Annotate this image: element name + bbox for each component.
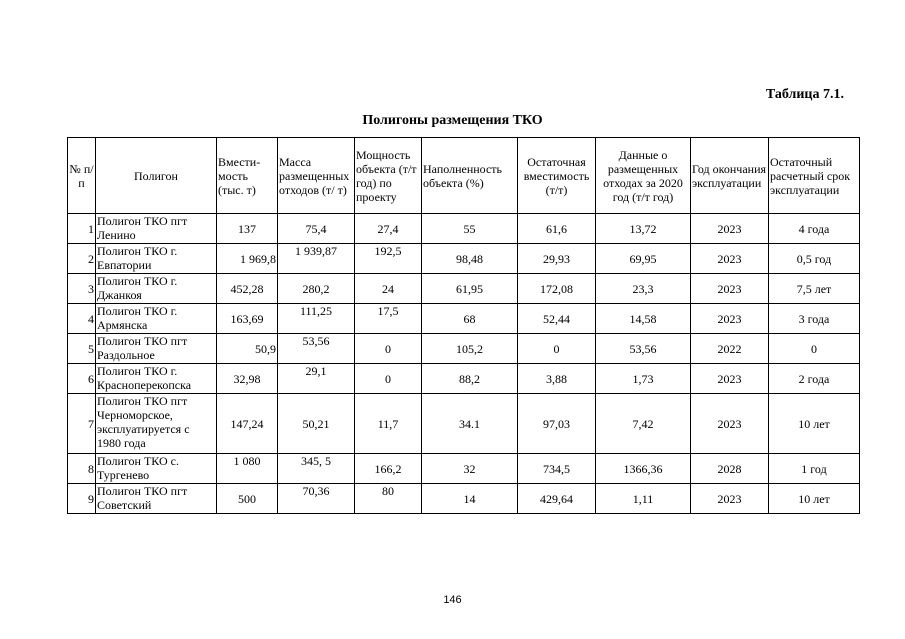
cell-term: 2 года xyxy=(769,364,860,394)
cell-year-end: 2023 xyxy=(691,214,769,244)
cell-num: 3 xyxy=(68,274,96,304)
cell-power: 24 xyxy=(355,274,422,304)
cell-fill: 68 xyxy=(422,304,518,334)
cell-remaining: 3,88 xyxy=(518,364,596,394)
table-row xyxy=(68,364,860,394)
cell-term: 3 года xyxy=(769,304,860,334)
cell-polygon: Полигон ТКО г. Красноперекопска xyxy=(96,364,217,394)
header-remaining-term: Остаточный расчетный срок эксплуатации xyxy=(769,138,860,214)
cell-power: 11,7 xyxy=(355,394,422,454)
cell-year-end: 2023 xyxy=(691,364,769,394)
cell-capacity: 452,28 xyxy=(217,274,278,304)
cell-polygon: Полигон ТКО пгт Ленино xyxy=(96,214,217,244)
cell-num: 8 xyxy=(68,454,96,484)
cell-mass: 111,25 xyxy=(278,304,355,334)
cell-data2020: 13,72 xyxy=(596,214,691,244)
header-remaining: Остаточная вместимость (т/т) xyxy=(518,138,596,214)
cell-capacity: 32,98 xyxy=(217,364,278,394)
cell-power: 192,5 xyxy=(355,244,422,274)
cell-data2020: 69,95 xyxy=(596,244,691,274)
cell-fill: 55 xyxy=(422,214,518,244)
cell-capacity: 147,24 xyxy=(217,394,278,454)
cell-fill: 32 xyxy=(422,454,518,484)
cell-data2020: 1,73 xyxy=(596,364,691,394)
page-number: 146 xyxy=(443,594,462,606)
header-capacity: Вмести-мость (тыс. т) xyxy=(217,138,278,214)
cell-term: 10 лет xyxy=(769,484,860,514)
cell-fill: 105,2 xyxy=(422,334,518,364)
header-data2020: Данные о размещенных отходах за 2020 год (т/т год) xyxy=(596,138,691,214)
cell-remaining: 0 xyxy=(518,334,596,364)
cell-fill: 88,2 xyxy=(422,364,518,394)
header-year-end: Год окончания эксплуатации xyxy=(691,138,769,214)
cell-polygon: Полигон ТКО с. Тургенево xyxy=(96,454,217,484)
cell-data2020: 23,3 xyxy=(596,274,691,304)
cell-polygon: Полигон ТКО пгт Советский xyxy=(96,484,217,514)
cell-num: 5 xyxy=(68,334,96,364)
cell-num: 6 xyxy=(68,364,96,394)
table-row xyxy=(68,304,860,334)
header-power: Мощность объекта (т/т год) по проекту xyxy=(355,138,422,214)
cell-fill: 34.1 xyxy=(422,394,518,454)
cell-remaining: 172,08 xyxy=(518,274,596,304)
cell-capacity: 500 xyxy=(217,484,278,514)
cell-capacity: 1 969,8 xyxy=(217,244,278,274)
table-number-label: Таблица 7.1. xyxy=(765,87,844,102)
header-mass: Масса размещенных отходов (т/ т) xyxy=(278,138,355,214)
cell-mass: 50,21 xyxy=(278,394,355,454)
cell-polygon: Полигон ТКО г. Евпатории xyxy=(96,244,217,274)
cell-remaining: 52,44 xyxy=(518,304,596,334)
cell-remaining: 97,03 xyxy=(518,394,596,454)
table-row xyxy=(68,334,860,364)
table-title: Полигоны размещения ТКО xyxy=(362,113,543,128)
cell-remaining: 29,93 xyxy=(518,244,596,274)
cell-mass: 75,4 xyxy=(278,214,355,244)
cell-year-end: 2023 xyxy=(691,244,769,274)
cell-num: 7 xyxy=(68,394,96,454)
cell-year-end: 2028 xyxy=(691,454,769,484)
cell-power: 166,2 xyxy=(355,454,422,484)
cell-capacity: 1 080 xyxy=(217,454,278,484)
table-row xyxy=(68,454,860,484)
cell-term: 10 лет xyxy=(769,394,860,454)
cell-year-end: 2022 xyxy=(691,334,769,364)
cell-power: 0 xyxy=(355,334,422,364)
cell-capacity: 50,9 xyxy=(217,334,278,364)
table-row xyxy=(68,214,860,244)
cell-term: 0 xyxy=(769,334,860,364)
table-row xyxy=(68,394,860,454)
table-row xyxy=(68,484,860,514)
cell-year-end: 2023 xyxy=(691,484,769,514)
cell-data2020: 7,42 xyxy=(596,394,691,454)
table-row xyxy=(68,274,860,304)
cell-power: 17,5 xyxy=(355,304,422,334)
cell-year-end: 2023 xyxy=(691,394,769,454)
cell-mass: 345, 5 xyxy=(278,454,355,484)
cell-num: 9 xyxy=(68,484,96,514)
cell-polygon: Полигон ТКО пгт Черноморское, эксплуатируется с 1980 года xyxy=(96,394,217,454)
cell-polygon: Полигон ТКО г. Джанкоя xyxy=(96,274,217,304)
cell-mass: 29,1 xyxy=(278,364,355,394)
cell-fill: 14 xyxy=(422,484,518,514)
cell-term: 7,5 лет xyxy=(769,274,860,304)
cell-mass: 53,56 xyxy=(278,334,355,364)
landfill-table xyxy=(67,137,860,514)
cell-data2020: 53,56 xyxy=(596,334,691,364)
cell-year-end: 2023 xyxy=(691,304,769,334)
cell-remaining: 429,64 xyxy=(518,484,596,514)
cell-year-end: 2023 xyxy=(691,274,769,304)
cell-fill: 61,95 xyxy=(422,274,518,304)
cell-fill: 98,48 xyxy=(422,244,518,274)
cell-power: 0 xyxy=(355,364,422,394)
header-num: № п/п xyxy=(68,138,96,214)
cell-term: 4 года xyxy=(769,214,860,244)
cell-num: 1 xyxy=(68,214,96,244)
cell-remaining: 61,6 xyxy=(518,214,596,244)
table-row xyxy=(68,244,860,274)
cell-remaining: 734,5 xyxy=(518,454,596,484)
header-polygon: Полигон xyxy=(96,138,217,214)
cell-term: 0,5 год xyxy=(769,244,860,274)
cell-mass: 70,36 xyxy=(278,484,355,514)
cell-mass: 280,2 xyxy=(278,274,355,304)
cell-data2020: 1366,36 xyxy=(596,454,691,484)
cell-data2020: 1,11 xyxy=(596,484,691,514)
table-header-row xyxy=(68,138,860,214)
cell-num: 2 xyxy=(68,244,96,274)
cell-polygon: Полигон ТКО г. Армянска xyxy=(96,304,217,334)
cell-num: 4 xyxy=(68,304,96,334)
cell-polygon: Полигон ТКО пгт Раздольное xyxy=(96,334,217,364)
cell-power: 80 xyxy=(355,484,422,514)
cell-mass: 1 939,87 xyxy=(278,244,355,274)
cell-data2020: 14,58 xyxy=(596,304,691,334)
cell-term: 1 год xyxy=(769,454,860,484)
cell-capacity: 137 xyxy=(217,214,278,244)
cell-capacity: 163,69 xyxy=(217,304,278,334)
cell-power: 27,4 xyxy=(355,214,422,244)
header-fill: Наполненность объекта (%) xyxy=(422,138,518,214)
